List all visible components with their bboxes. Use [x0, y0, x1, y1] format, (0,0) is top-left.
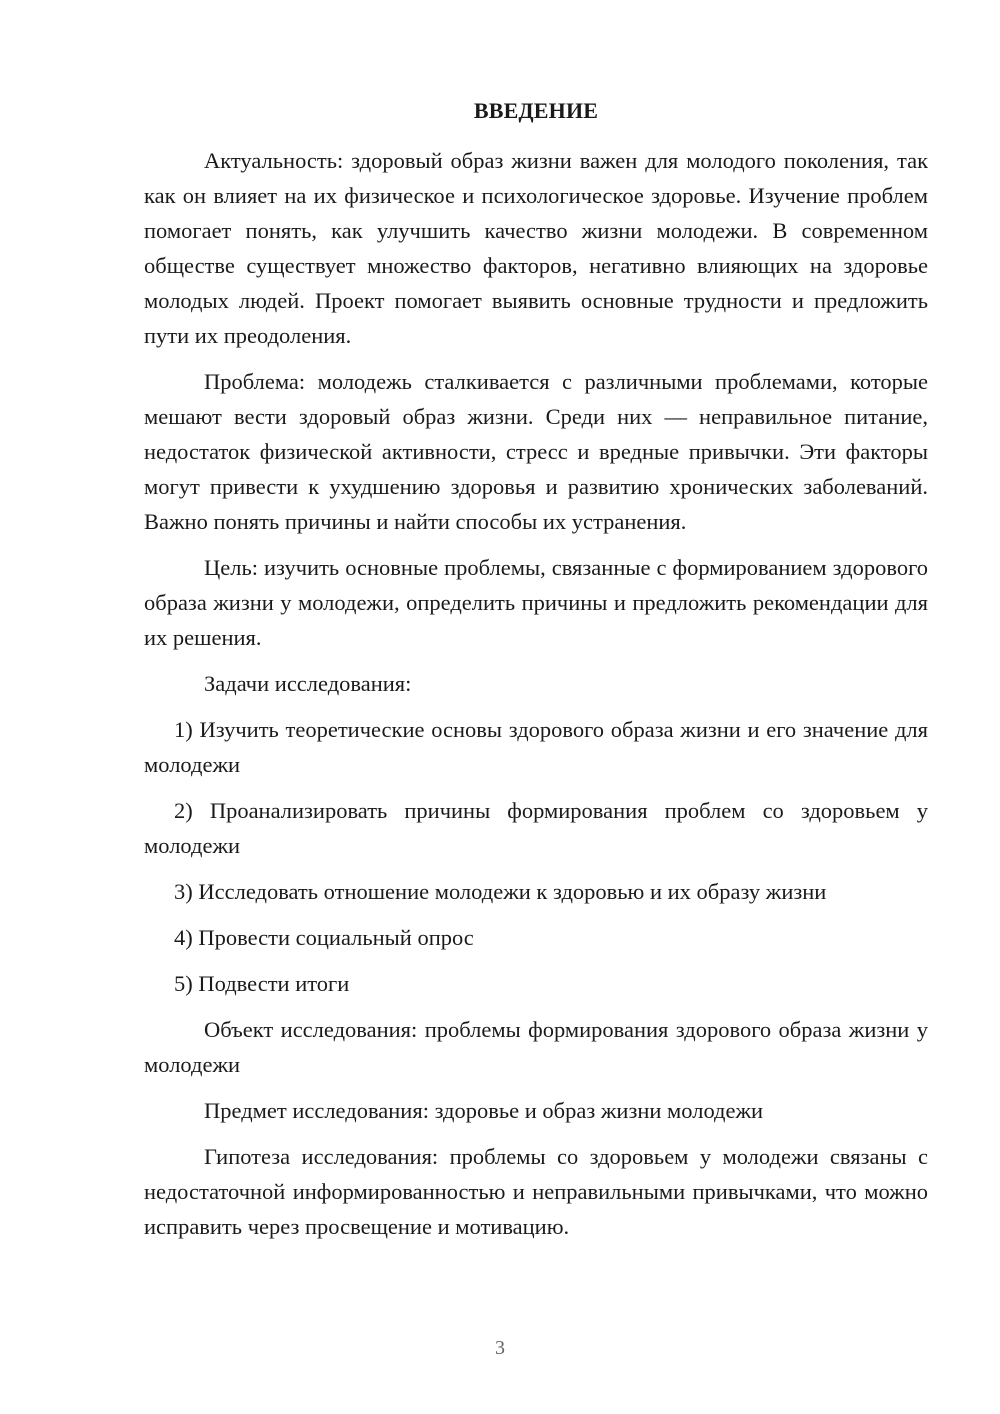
relevance-paragraph: Актуальность: здоровый образ жизни важен для молодого поколения, так как он влияет на их физическое и психологическое здоровье. Изучение проблем помогает понять, как улучшить качество жизни молодежи. В современном обществе существует множество факторов, негативно влияющих на здоровье молодых людей. Проект помогает выявить основные трудности и предложить пути их преодоления. [144, 148, 928, 348]
task-item: 4) Провести социальный опрос [174, 925, 474, 950]
task-item: 2) Проанализировать причины формирования проблем со здоровьем у молодежи [144, 798, 928, 858]
page-number: 3 [495, 1337, 505, 1359]
object-paragraph: Объект исследования: проблемы формирования здорового образа жизни у молодежи [144, 1017, 928, 1077]
task-item: 3) Исследовать отношение молодежи к здоровью и их образу жизни [174, 879, 827, 904]
document-body [144, 143, 928, 1255]
task-item: 1) Изучить теоретические основы здорового образа жизни и его значение для молодежи [144, 717, 928, 777]
task-item: 5) Подвести итоги [174, 971, 350, 996]
problem-paragraph: Проблема: молодежь сталкивается с различными проблемами, которые мешают вести здоровый образ жизни. Среди них — неправильное питание, недостаток физической активности, стресс и вредные привычки. Эти факторы могут привести к ухудшению здоровья и развитию хронических заболеваний. Важно понять причины и найти способы их устранения. [144, 369, 928, 534]
section-title: ВВЕДЕНИЕ [473, 98, 599, 123]
goal-paragraph: Цель: изучить основные проблемы, связанные с формированием здорового образа жизни у молодежи, определить причины и предложить рекомендации для их решения. [144, 555, 928, 650]
hypothesis-paragraph: Гипотеза исследования: проблемы со здоровьем у молодежи связаны с недостаточной информированностью и неправильными привычками, что можно исправить через просвещение и мотивацию. [144, 1144, 928, 1239]
subject-paragraph: Предмет исследования: здоровье и образ жизни молодежи [204, 1098, 764, 1123]
tasks-heading: Задачи исследования: [204, 671, 412, 696]
